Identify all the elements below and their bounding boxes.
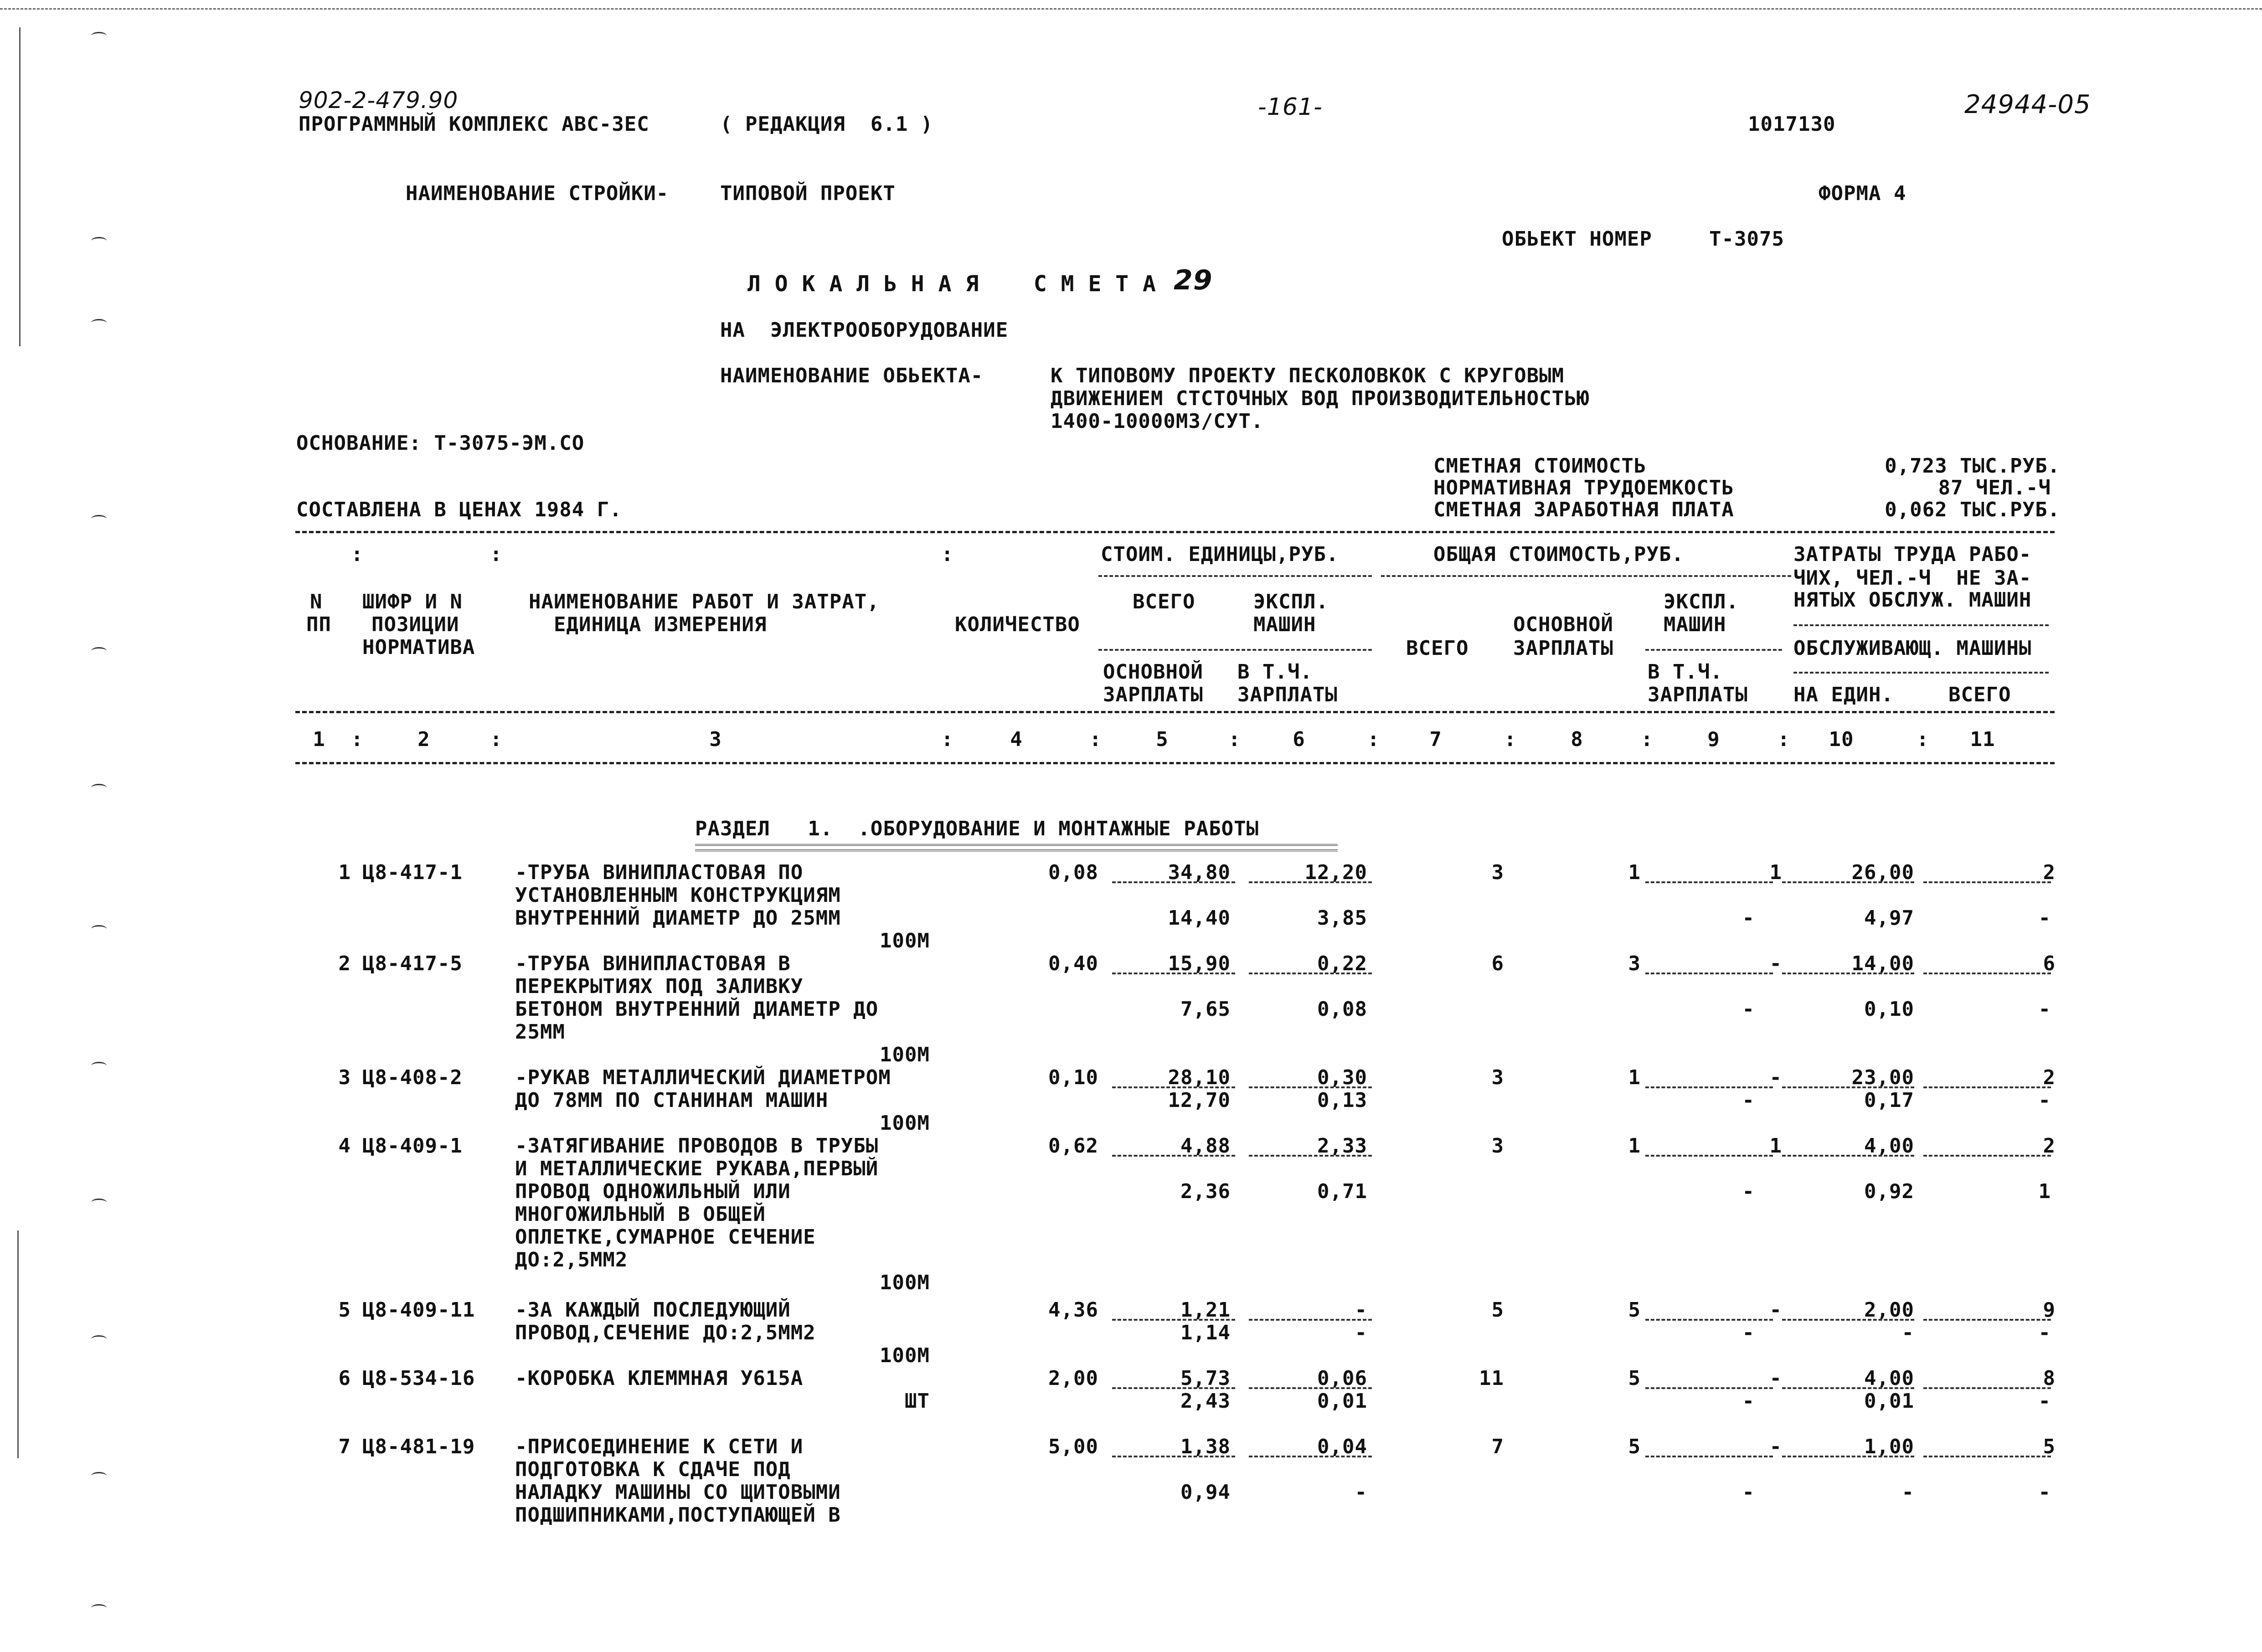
col2-header: ШИФР И N: [362, 590, 463, 613]
unit-machine-wage: -: [1355, 1481, 1367, 1504]
object-name-line: ДВИЖЕНИЕМ СТСТОЧНЫХ ВОД ПРОИЗВОДИТЕЛЬНОСТЬЮ: [1051, 387, 1590, 410]
quantity: 0,40: [1048, 952, 1098, 975]
unit-base-wage: 14,40: [1168, 906, 1231, 930]
total-machine-cost: -: [1769, 1435, 1782, 1458]
unit-machine-wage: 0,08: [1317, 998, 1367, 1021]
total-machine-wage: -: [1742, 1481, 1755, 1504]
margin-mark: [91, 647, 107, 655]
total-machine-wage: -: [1742, 906, 1755, 930]
total-machine-cost: 1: [1769, 1134, 1782, 1158]
col1-header: N: [310, 590, 323, 613]
column-number: 8: [1571, 728, 1583, 751]
construction-value: ТИПОВОЙ ПРОЕКТ: [720, 182, 896, 205]
cell-subrule: [1112, 1155, 1235, 1157]
column-number: 5: [1156, 728, 1169, 751]
row-number: 6: [338, 1367, 351, 1390]
work-description: -ТРУБА ВИНИПЛАСТОВАЯ В: [515, 952, 791, 975]
cell-subrule: [1645, 1387, 1773, 1389]
unit-machine-wage: 0,71: [1317, 1180, 1367, 1203]
total-machine-wage: -: [1742, 1321, 1755, 1344]
unit-of-measure: ШТ: [905, 1390, 930, 1413]
unit-total-cost: 28,10: [1168, 1066, 1231, 1089]
total-base-header: ОСНОВНОЙ: [1513, 613, 1613, 636]
margin-mark: [91, 237, 107, 245]
summary-value: 0,062 ТЫС.РУБ.: [1885, 498, 2060, 521]
work-description: И МЕТАЛЛИЧЕСКИЕ РУКАВА,ПЕРВЫЙ: [515, 1157, 879, 1180]
total-cost: 5: [1491, 1298, 1504, 1322]
total-machine-wage: -: [1742, 1089, 1755, 1112]
unit-base-wage: 1,14: [1180, 1321, 1231, 1344]
labor-total: 5: [2043, 1435, 2056, 1458]
labor-per-unit: 4,00: [1864, 1134, 1914, 1158]
summary-label: СМЕТНАЯ СТОИМОСТЬ: [1433, 454, 1647, 478]
header-col-separators: :: [941, 543, 954, 566]
cell-subrule: [1249, 1086, 1372, 1088]
unit-total-cost: 34,80: [1168, 861, 1231, 884]
header-col-separators: :: [490, 543, 503, 566]
cell-subrule: [1249, 881, 1372, 883]
unit-machine-wage: 3,85: [1317, 906, 1367, 930]
cell-subrule: [1782, 973, 1914, 974]
column-number: 4: [1010, 728, 1023, 751]
work-description: ОПЛЕТКЕ,СУМАРНОЕ СЕЧЕНИЕ: [515, 1225, 816, 1249]
labor-per-unit-mach: 0,17: [1864, 1089, 1914, 1112]
labor-per-unit-mach: 4,97: [1864, 906, 1914, 930]
cell-subrule: [1112, 881, 1235, 883]
estimate-subject: НА ЭЛЕКТРООБОРУДОВАНИЕ: [720, 319, 1009, 342]
total-base-wage: 1: [1628, 861, 1641, 884]
total-wage-header: ЗАРПЛАТЫ: [1648, 683, 1748, 706]
work-description: ПЕРЕКРЫТИЯХ ПОД ЗАЛИВКУ: [515, 975, 804, 998]
margin-mark: [91, 1335, 107, 1343]
total-cost: 3: [1491, 1134, 1504, 1158]
unit-base-header: ОСНОВНОЙ: [1103, 660, 1203, 684]
col2-header: НОРМАТИВА: [362, 636, 475, 659]
section-title: РАЗДЕЛ 1. .ОБОРУДОВАНИЕ И МОНТАЖНЫЕ РАБОТЫ: [695, 817, 1259, 840]
labor-total: 6: [2043, 952, 2056, 975]
row-number: 4: [338, 1134, 351, 1158]
column-number: 11: [1970, 728, 1995, 751]
margin-mark: [91, 1604, 107, 1612]
unit-machine-cost: 0,30: [1317, 1066, 1367, 1089]
work-description: -ТРУБА ВИНИПЛАСТОВАЯ ПО: [515, 861, 804, 884]
total-cost: 3: [1491, 1066, 1504, 1089]
quantity: 5,00: [1048, 1435, 1098, 1458]
total-base-header: ЗАРПЛАТЫ: [1513, 637, 1613, 660]
position-code: Ц8-409-11: [362, 1298, 475, 1322]
quantity: 2,00: [1048, 1367, 1098, 1390]
column-separators: :: [941, 728, 954, 751]
cell-subrule: [1782, 1387, 1914, 1389]
total-cost: 7: [1491, 1435, 1504, 1458]
work-description: УСТАНОВЛЕННЫМ КОНСТРУКЦИЯМ: [515, 884, 841, 907]
cell-subrule: [1645, 973, 1773, 974]
unit-cost-group: СТОИМ. ЕДИНИЦЫ,РУБ.: [1101, 543, 1339, 566]
cell-subrule: [1923, 1086, 2051, 1088]
object-name-label: НАИМЕНОВАНИЕ ОБЬЕКТА-: [720, 364, 984, 387]
work-description: -ЗАТЯГИВАНИЕ ПРОВОДОВ В ТРУБЫ: [515, 1134, 879, 1158]
work-description: -ПРИСОЕДИНЕНИЕ К СЕТИ И: [515, 1435, 804, 1458]
header-subrule: [1381, 575, 1791, 577]
labor-per-unit-mach: 0,92: [1864, 1180, 1914, 1203]
document-title: Л О К А Л Ь Н А Я С М Е Т А: [747, 271, 1156, 297]
summary-value: 0,723 ТЫС.РУБ.: [1885, 454, 2060, 478]
unit-base-wage: 2,36: [1180, 1180, 1231, 1203]
doc-code: 902-2-479.90: [299, 87, 459, 113]
work-description: НАЛАДКУ МАШИНЫ СО ЩИТОВЫМИ: [515, 1481, 841, 1504]
section-underline: [695, 844, 1338, 851]
scan-top-edge: [0, 8, 2262, 10]
work-description: -РУКАВ МЕТАЛЛИЧЕСКИЙ ДИАМЕТРОМ: [515, 1066, 891, 1089]
quantity: 0,62: [1048, 1134, 1098, 1158]
work-description: ПРОВОД ОДНОЖИЛЬНЫЙ ИЛИ: [515, 1180, 791, 1203]
row-number: 3: [338, 1066, 351, 1089]
row-number: 7: [338, 1435, 351, 1458]
labor-per-unit: 14,00: [1851, 952, 1914, 975]
total-machine-wage: -: [1742, 1390, 1755, 1413]
column-number: 2: [417, 728, 430, 751]
unit-total-cost: 15,90: [1168, 952, 1231, 975]
margin-mark: [91, 1062, 107, 1070]
total-base-wage: 5: [1628, 1298, 1641, 1322]
cell-subrule: [1112, 1319, 1235, 1321]
margin-mark: [91, 319, 107, 327]
labor-header: ЗАТРАТЫ ТРУДА РАБО-: [1793, 543, 2032, 566]
summary-value: 87 ЧЕЛ.-Ч: [1938, 476, 2051, 499]
position-code: Ц8-409-1: [362, 1134, 463, 1158]
unit-wage-header: В Т.Ч.: [1237, 660, 1313, 684]
labor-per-unit-mach: 0,01: [1864, 1390, 1914, 1413]
cell-subrule: [1645, 1155, 1773, 1157]
unit-total-cost: 1,38: [1180, 1435, 1231, 1458]
construction-label: НАИМЕНОВАНИЕ СТРОЙКИ-: [406, 182, 669, 205]
work-description: ДО:2,5ММ2: [515, 1248, 628, 1271]
labor-per-unit: 2,00: [1864, 1298, 1914, 1322]
unit-machine-wage: 0,01: [1317, 1390, 1367, 1413]
unit-total-cost: 4,88: [1180, 1134, 1231, 1158]
left-margin-line: [19, 27, 21, 346]
total-base-wage: 1: [1628, 1066, 1641, 1089]
cell-subrule: [1782, 881, 1914, 883]
unit-base-wage: 7,65: [1180, 998, 1231, 1021]
position-code: Ц8-417-1: [362, 861, 463, 884]
form-label: ФОРМА 4: [1819, 182, 1906, 205]
cell-subrule: [1645, 1086, 1773, 1088]
labor-total-mach: 1: [2038, 1180, 2051, 1203]
archive-number: 24944-05: [1964, 90, 2091, 119]
column-number: 7: [1429, 728, 1442, 751]
total-wage-header: В Т.Ч.: [1648, 660, 1723, 684]
total-base-wage: 3: [1628, 952, 1641, 975]
table-rule: [295, 711, 2055, 713]
work-description: БЕТОНОМ ВНУТРЕННИЙ ДИАМЕТР ДО: [515, 998, 879, 1021]
total-group: ОБЩАЯ СТОИМОСТЬ,РУБ.: [1433, 543, 1684, 566]
col3-header: ЕДИНИЦА ИЗМЕРЕНИЯ: [554, 613, 767, 636]
unit-machine-wage: 0,13: [1317, 1089, 1367, 1112]
total-base-wage: 1: [1628, 1134, 1641, 1158]
cell-subrule: [1923, 973, 2051, 974]
margin-mark: [91, 925, 107, 933]
unit-mach-header: МАШИН: [1253, 613, 1316, 636]
basis: ОСНОВАНИЕ: Т-3075-ЭМ.СО: [296, 432, 585, 455]
header-subrule: [1098, 649, 1372, 651]
column-separators: :: [351, 728, 364, 751]
total-machine-cost: -: [1769, 952, 1782, 975]
cell-subrule: [1112, 973, 1235, 974]
col1-header: ПП: [306, 613, 331, 636]
cell-subrule: [1923, 1387, 2051, 1389]
position-code: Ц8-417-5: [362, 952, 463, 975]
unit-base-wage: 12,70: [1168, 1089, 1231, 1112]
cell-subrule: [1782, 1155, 1914, 1157]
left-margin-line: [17, 1230, 19, 1458]
header-subrule: [1098, 575, 1372, 577]
total-cost: 6: [1491, 952, 1504, 975]
labor-header: ЧИХ, ЧЕЛ.-Ч НЕ ЗА-: [1793, 566, 2032, 590]
cell-subrule: [1645, 881, 1773, 883]
labor-total-header: ВСЕГО: [1948, 683, 2011, 706]
cell-subrule: [1923, 1319, 2051, 1321]
cell-subrule: [1645, 1319, 1773, 1321]
unit-total-header: ВСЕГО: [1133, 590, 1195, 613]
unit-machine-cost: 0,22: [1317, 952, 1367, 975]
work-description: ПРОВОД,СЕЧЕНИЕ ДО:2,5ММ2: [515, 1321, 816, 1344]
work-description: ДО 78ММ ПО СТАНИНАМ МАШИН: [515, 1089, 829, 1112]
object-name-line: 1400-10000М3/СУТ.: [1051, 410, 1264, 433]
position-code: Ц8-408-2: [362, 1066, 463, 1089]
margin-mark: [91, 1199, 107, 1206]
work-description: 25ММ: [515, 1020, 565, 1044]
column-separators: :: [1089, 728, 1102, 751]
row-number: 2: [338, 952, 351, 975]
cell-subrule: [1112, 1086, 1235, 1088]
unit-of-measure: 100М: [880, 1112, 930, 1135]
object-number-label: ОБЬЕКТ НОМЕР: [1502, 227, 1652, 251]
cell-subrule: [1249, 973, 1372, 974]
labor-per-unit: 4,00: [1864, 1367, 1914, 1390]
total-machine-wage: -: [1742, 998, 1755, 1021]
labor-header: НЯТЫХ ОБСЛУЖ. МАШИН: [1793, 588, 2032, 612]
labor-total-mach: -: [2038, 1481, 2051, 1504]
cell-subrule: [1923, 1456, 2051, 1457]
labor-per-unit: 1,00: [1864, 1435, 1914, 1458]
labor-unit-header: НА ЕДИН.: [1793, 683, 1894, 706]
work-description: МНОГОЖИЛЬНЫЙ В ОБЩЕЙ: [515, 1203, 766, 1226]
total-machine-wage: -: [1742, 1180, 1755, 1203]
unit-wage-header: ЗАРПЛАТЫ: [1237, 683, 1338, 706]
cell-subrule: [1249, 1387, 1372, 1389]
column-separators: :: [1504, 728, 1517, 751]
unit-base-header: ЗАРПЛАТЫ: [1103, 683, 1203, 706]
total-base-wage: 5: [1628, 1435, 1641, 1458]
column-number: 10: [1829, 728, 1854, 751]
object-name-line: К ТИПОВОМУ ПРОЕКТУ ПЕСКОЛОВКОК С КРУГОВЫМ: [1051, 364, 1565, 387]
labor-per-unit-mach: 0,10: [1864, 998, 1914, 1021]
unit-machine-cost: 0,06: [1317, 1367, 1367, 1390]
table-rule: [295, 531, 2055, 533]
table-rule: [295, 762, 2055, 764]
cell-subrule: [1782, 1456, 1914, 1457]
quantity: 4,36: [1048, 1298, 1098, 1322]
col4-header: КОЛИЧЕСТВО: [955, 613, 1080, 636]
labor-per-unit: 23,00: [1851, 1066, 1914, 1089]
unit-machine-cost: 0,04: [1317, 1435, 1367, 1458]
labor-total: 2: [2043, 861, 2056, 884]
unit-of-measure: 100М: [880, 1271, 930, 1294]
cell-subrule: [1782, 1086, 1914, 1088]
labor-total-mach: -: [2038, 1321, 2051, 1344]
unit-machine-wage: -: [1355, 1321, 1367, 1344]
work-description: ПОДШИПНИКАМИ,ПОСТУПАЮЩЕЙ В: [515, 1503, 841, 1527]
unit-machine-cost: 12,20: [1304, 861, 1367, 884]
margin-mark: [91, 784, 107, 792]
unit-of-measure: 100М: [880, 1043, 930, 1066]
work-description: -ЗА КАЖДЫЙ ПОСЛЕДУЮЩИЙ: [515, 1298, 791, 1322]
labor-per-unit: 26,00: [1851, 861, 1914, 884]
column-number: 9: [1707, 728, 1720, 751]
cell-subrule: [1112, 1387, 1235, 1389]
cell-subrule: [1249, 1456, 1372, 1457]
unit-machine-cost: -: [1355, 1298, 1367, 1322]
column-separators: :: [1917, 728, 1929, 751]
cell-subrule: [1782, 1319, 1914, 1321]
total-cost: 11: [1479, 1367, 1504, 1390]
unit-of-measure: 100М: [880, 1344, 930, 1367]
labor-total-mach: -: [2038, 1089, 2051, 1112]
column-number: 6: [1293, 728, 1305, 751]
cell-subrule: [1645, 1456, 1773, 1457]
column-separators: :: [1367, 728, 1380, 751]
total-cost: 3: [1491, 861, 1504, 884]
labor-per-unit-mach: -: [1901, 1321, 1914, 1344]
header-subrule: [1645, 649, 1782, 651]
total-machine-cost: -: [1769, 1298, 1782, 1322]
position-code: Ц8-534-16: [362, 1367, 475, 1390]
labor-total: 8: [2043, 1367, 2056, 1390]
col2-header: ПОЗИЦИИ: [371, 613, 459, 636]
work-description: ВНУТРЕННИЙ ДИАМЕТР ДО 25ММ: [515, 906, 841, 930]
labor-total-mach: -: [2038, 998, 2051, 1021]
unit-mach-header: ЭКСПЛ.: [1253, 590, 1329, 613]
column-separators: :: [1228, 728, 1241, 751]
estimate-number: 29: [1174, 264, 1213, 296]
cell-subrule: [1249, 1319, 1372, 1321]
column-separators: :: [490, 728, 503, 751]
cell-subrule: [1923, 1155, 2051, 1157]
total-mach-header: МАШИН: [1664, 613, 1726, 636]
cell-subrule: [1249, 1155, 1372, 1157]
total-mach-header: ЭКСПЛ.: [1664, 590, 1739, 613]
prices-year: СОСТАВЛЕНА В ЦЕНАХ 1984 Г.: [296, 498, 622, 521]
object-number-value: Т-3075: [1709, 227, 1784, 251]
unit-base-wage: 2,43: [1180, 1390, 1231, 1413]
total-base-wage: 5: [1628, 1367, 1641, 1390]
labor-per-unit-mach: -: [1901, 1481, 1914, 1504]
unit-total-cost: 5,73: [1180, 1367, 1231, 1390]
column-separators: :: [1778, 728, 1790, 751]
work-description: ПОДГОТОВКА К СДАЧЕ ПОД: [515, 1458, 791, 1481]
column-number: 1: [313, 728, 325, 751]
labor-total: 2: [2043, 1066, 2056, 1089]
column-separators: :: [1641, 728, 1654, 751]
cell-subrule: [1112, 1456, 1235, 1457]
edition: ( РЕДАКЦИЯ 6.1 ): [720, 113, 933, 136]
row-number: 1: [338, 861, 351, 884]
unit-of-measure: 100М: [880, 929, 930, 952]
column-number: 3: [709, 728, 722, 751]
margin-mark: [91, 1472, 107, 1480]
margin-mark: [91, 515, 107, 523]
unit-machine-cost: 2,33: [1317, 1134, 1367, 1158]
position-code: Ц8-481-19: [362, 1435, 475, 1458]
page-number: -161-: [1258, 93, 1323, 121]
header-subrule: [1793, 672, 2049, 674]
quantity: 0,10: [1048, 1066, 1098, 1089]
row-number: 5: [338, 1298, 351, 1322]
col3-header: НАИМЕНОВАНИЕ РАБОТ И ЗАТРАТ,: [529, 590, 880, 613]
labor-total-mach: -: [2038, 1390, 2051, 1413]
summary-label: НОРМАТИВНАЯ ТРУДОЕМКОСТЬ: [1433, 476, 1734, 499]
header-subrule: [1793, 624, 2049, 626]
total-machine-cost: 1: [1769, 861, 1782, 884]
labor-total: 9: [2043, 1298, 2056, 1322]
code-number: 1017130: [1748, 113, 1836, 136]
total-machine-cost: -: [1769, 1066, 1782, 1089]
total-machine-cost: -: [1769, 1367, 1782, 1390]
labor-header: ОБСЛУЖИВАЮЩ. МАШИНЫ: [1793, 637, 2032, 660]
margin-mark: [91, 32, 107, 40]
unit-total-cost: 1,21: [1180, 1298, 1231, 1322]
cell-subrule: [1923, 881, 2051, 883]
header-col-separators: :: [351, 543, 364, 566]
labor-total: 2: [2043, 1134, 2056, 1158]
summary-label: СМЕТНАЯ ЗАРАБОТНАЯ ПЛАТА: [1433, 498, 1734, 521]
program-name: ПРОГРАММНЫЙ КОМПЛЕКС АВС-ЗЕС: [299, 113, 649, 136]
labor-total-mach: -: [2038, 906, 2051, 930]
unit-base-wage: 0,94: [1180, 1481, 1231, 1504]
work-description: -КОРОБКА КЛЕММНАЯ У615А: [515, 1367, 804, 1390]
quantity: 0,08: [1048, 861, 1098, 884]
total-all-header: ВСЕГО: [1406, 637, 1469, 660]
